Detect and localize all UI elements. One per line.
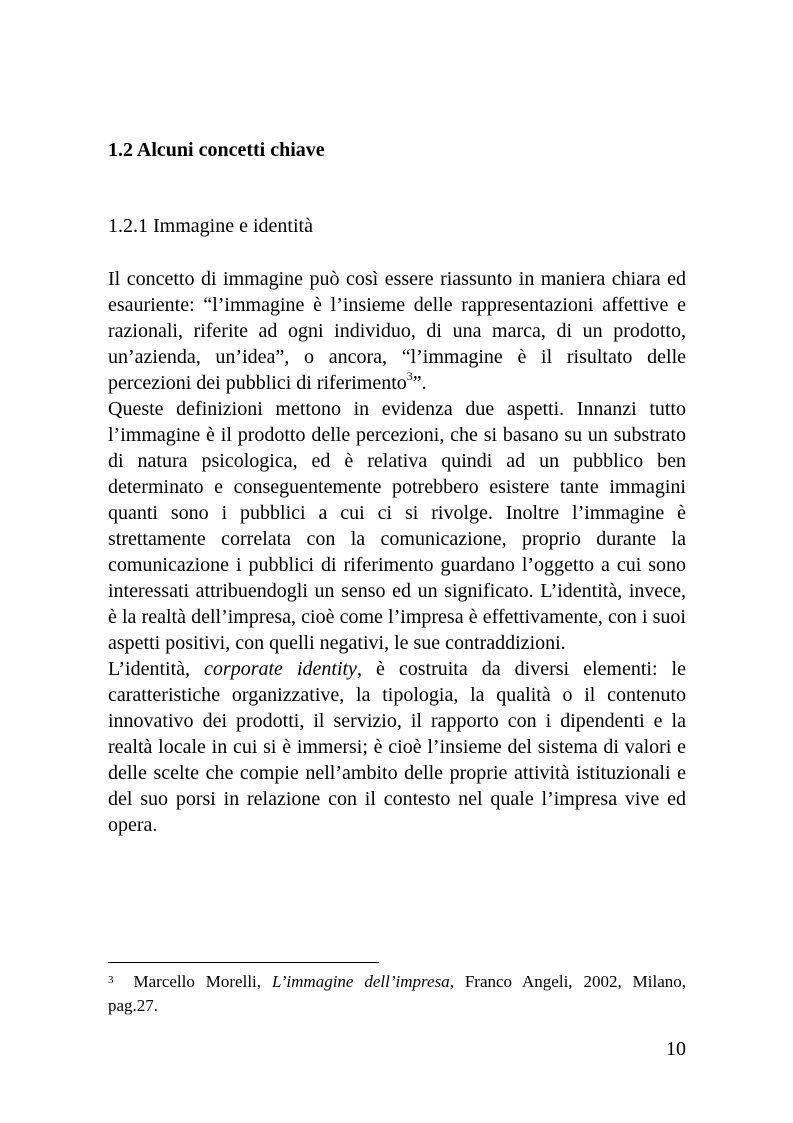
paragraph-3-text: , è costruita da diversi elementi: le caratteristiche organizzative, la tipologia, la qualità o il contenuto innovativo dei prodotti, il servizio, il rapporto con i dipendenti e la realtà locale in cui si è immersi; è cioè l’insieme del sistema di valori e delle scelte che compie nell’ambito delle proprie attività istituzionali e del suo porsi in relazione con il contesto nel quale l’impresa vive ed opera. (108, 658, 686, 836)
body-text (108, 266, 686, 838)
footnote-reference: 3 (406, 369, 413, 384)
footnote-book-title: L’immagine dell’impresa (271, 972, 450, 991)
page-number: 10 (666, 1038, 686, 1060)
footnote-mark: 3 (108, 974, 114, 986)
paragraph-1-text: Il concetto di immagine può così essere riassunto in maniera chiara ed esauriente: “l’immagine è l’insieme delle rappresentazioni affettive e razionali, riferite ad ogni individuo, di una marca, di un prodotto, un’azienda, un’idea”, o ancora, “l’immagine è il risultato delle percezioni dei pubblici di riferimento (108, 268, 686, 394)
footnote-separator (108, 962, 379, 963)
paragraph-1 (108, 266, 686, 396)
paragraph-3-lead: L’identità, (108, 658, 205, 680)
paragraph-2: Queste definizioni mettono in evidenza due aspetti. Innanzi tutto l’immagine è il prodotto delle percezioni, che si basano su un substrato di natura psicologica, ed è relativa quindi ad un pubblico ben determinato e conseguentemente potrebbero esistere tante immagini quanti sono i pubblici a cui ci si rivolge. Inoltre l’immagine è strettamente correlata con la comunicazione, proprio durante la comunicazione i pubblici di riferimento guardano l’oggetto a cui sono interessati attribuendogli un senso ed un significato. L’identità, invece, è la realtà dell’impresa, cioè come l’impresa è effettivamente, con i suoi aspetti positivi, con quelli negativi, le sue contraddizioni. (108, 398, 686, 654)
paragraph-3 (108, 656, 686, 838)
paragraph-3-italic-term: corporate identity (204, 658, 357, 680)
subsection-title: 1.2.1 Immagine e identità (108, 215, 313, 237)
footnote (108, 970, 686, 1018)
footnote-author: Marcello Morelli, (133, 972, 272, 991)
section-title: 1.2 Alcuni concetti chiave (108, 139, 325, 161)
footnote-details: , Franco Angeli, 2002, Milano, pag.27. (108, 972, 686, 1015)
paragraph-1-tail: ”. (412, 372, 427, 394)
